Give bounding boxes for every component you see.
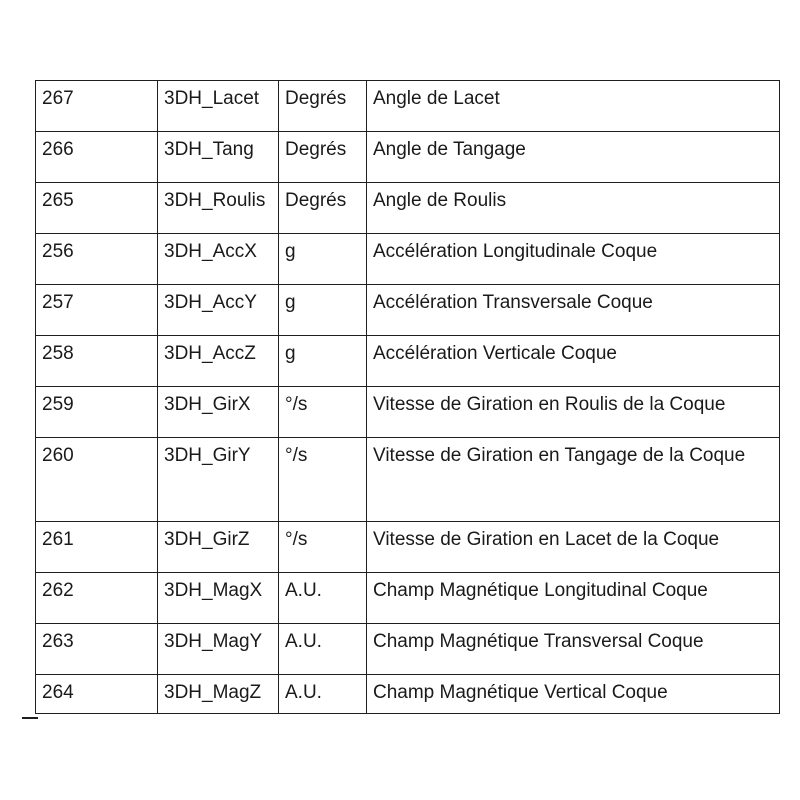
channel-name-cell: 3DH_GirY [158, 438, 279, 522]
channel-name-cell: 3DH_Lacet [158, 81, 279, 132]
unit-cell: Degrés [279, 81, 367, 132]
table-bottom-rule-extension [22, 717, 38, 719]
table-row [36, 234, 780, 285]
unit-cell: Degrés [279, 132, 367, 183]
description-cell: Vitesse de Giration en Lacet de la Coque [367, 522, 780, 573]
unit-cell: A.U. [279, 624, 367, 675]
description-cell: Vitesse de Giration en Tangage de la Coque [367, 438, 780, 522]
description-cell: Champ Magnétique Longitudinal Coque [367, 573, 780, 624]
channel-id-cell: 266 [36, 132, 158, 183]
channel-name-cell: 3DH_Tang [158, 132, 279, 183]
channel-id-cell: 256 [36, 234, 158, 285]
unit-cell: g [279, 285, 367, 336]
description-cell: Angle de Lacet [367, 81, 780, 132]
table-row [36, 387, 780, 438]
unit-cell: °/s [279, 522, 367, 573]
channel-id-cell: 263 [36, 624, 158, 675]
table-row [36, 522, 780, 573]
channel-id-cell: 267 [36, 81, 158, 132]
channel-id-cell: 259 [36, 387, 158, 438]
unit-cell: g [279, 336, 367, 387]
channel-id-cell: 260 [36, 438, 158, 522]
table-row [36, 132, 780, 183]
unit-cell: A.U. [279, 675, 367, 714]
description-cell: Champ Magnétique Transversal Coque [367, 624, 780, 675]
channel-name-cell: 3DH_MagX [158, 573, 279, 624]
channel-name-cell: 3DH_MagY [158, 624, 279, 675]
table-row [36, 81, 780, 132]
description-cell: Champ Magnétique Vertical Coque [367, 675, 780, 714]
channel-name-cell: 3DH_GirX [158, 387, 279, 438]
channel-name-cell: 3DH_GirZ [158, 522, 279, 573]
unit-cell: g [279, 234, 367, 285]
channel-id-cell: 262 [36, 573, 158, 624]
description-cell: Accélération Transversale Coque [367, 285, 780, 336]
table-row [36, 183, 780, 234]
channel-id-cell: 265 [36, 183, 158, 234]
unit-cell: °/s [279, 387, 367, 438]
channel-name-cell: 3DH_AccZ [158, 336, 279, 387]
channel-id-cell: 258 [36, 336, 158, 387]
channel-name-cell: 3DH_AccY [158, 285, 279, 336]
table-row [36, 573, 780, 624]
unit-cell: Degrés [279, 183, 367, 234]
channel-id-cell: 264 [36, 675, 158, 714]
description-cell: Accélération Longitudinale Coque [367, 234, 780, 285]
description-cell: Accélération Verticale Coque [367, 336, 780, 387]
unit-cell: A.U. [279, 573, 367, 624]
description-cell: Angle de Tangage [367, 132, 780, 183]
table-row [36, 336, 780, 387]
channel-name-cell: 3DH_Roulis [158, 183, 279, 234]
unit-cell: °/s [279, 438, 367, 522]
channel-name-cell: 3DH_MagZ [158, 675, 279, 714]
channel-id-cell: 261 [36, 522, 158, 573]
table-row [36, 624, 780, 675]
table-row [36, 438, 780, 522]
table-row [36, 675, 780, 714]
sensor-channel-table [35, 80, 780, 714]
channel-name-cell: 3DH_AccX [158, 234, 279, 285]
description-cell: Angle de Roulis [367, 183, 780, 234]
table-row [36, 285, 780, 336]
description-cell: Vitesse de Giration en Roulis de la Coque [367, 387, 780, 438]
channel-id-cell: 257 [36, 285, 158, 336]
